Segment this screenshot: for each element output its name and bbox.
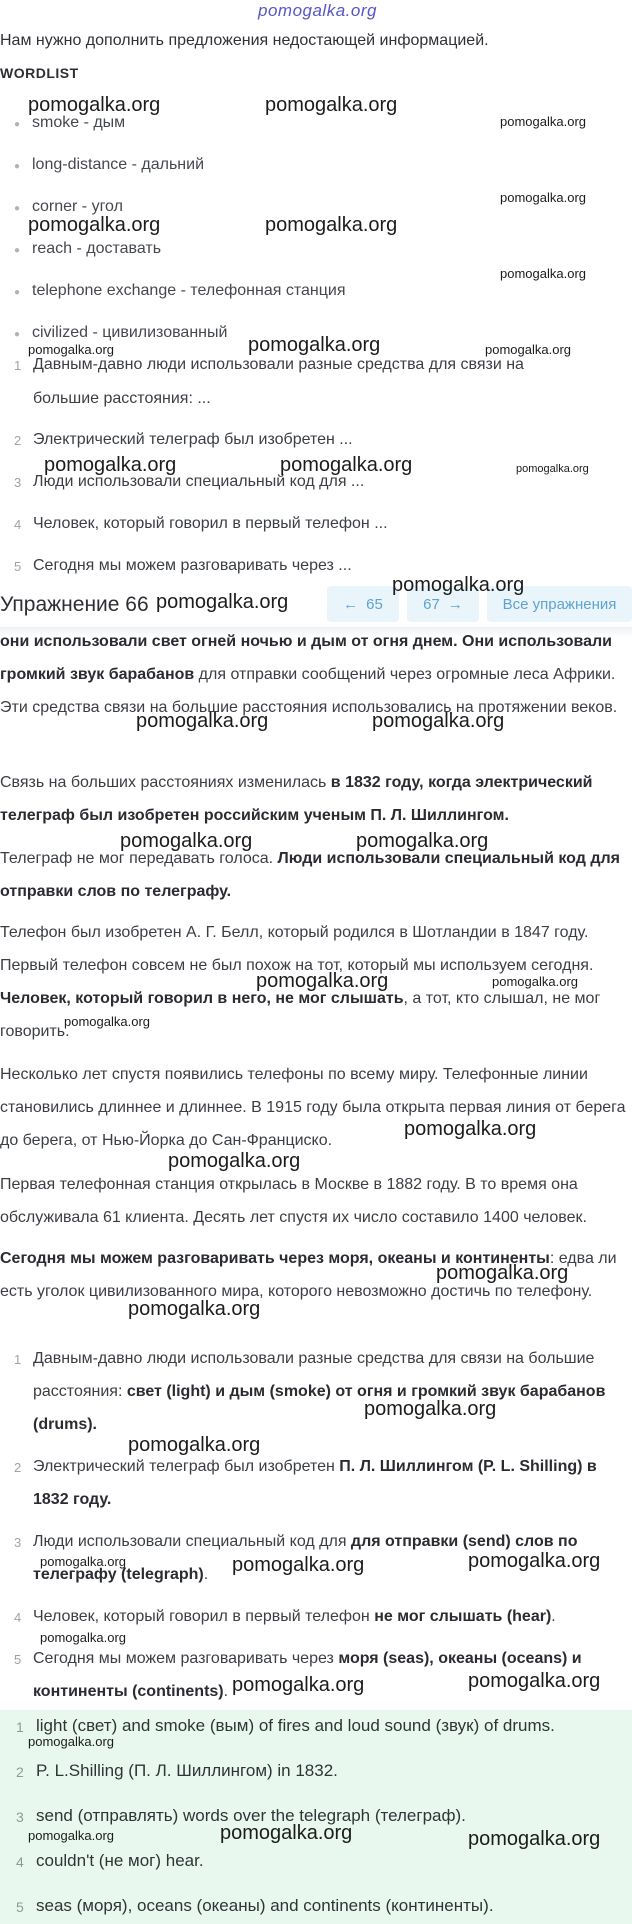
watermark: pomogalka.org: [492, 974, 578, 989]
question-number: 5: [14, 559, 22, 574]
question-text: Сегодня мы можем разговаривать через ...: [33, 557, 352, 574]
arrow-right-icon: →: [447, 595, 463, 613]
bold-fragment: Люди использовали специальный код для отправки слов по телеграфу.: [0, 850, 620, 900]
watermark: pomogalka.org: [40, 1554, 126, 1569]
exercise-title: Упражнение 66: [0, 593, 149, 616]
bullet: ●: [14, 245, 21, 256]
text-fragment: Люди использовали специальный код для: [33, 1533, 351, 1550]
watermark: pomogalka.org: [404, 1118, 537, 1140]
site-logo[interactable]: pomogalka.org: [258, 1, 377, 20]
watermark: pomogalka.org: [28, 214, 161, 236]
next-exercise-label: 67: [423, 595, 440, 613]
bullet: ●: [14, 287, 21, 298]
bold-fragment: моря (seas), океаны (oceans) и континенты (continents): [33, 1650, 582, 1700]
answer-number: 2: [16, 1764, 24, 1780]
answer-item: [33, 1450, 623, 1516]
watermark: pomogalka.org: [128, 1434, 261, 1456]
text-paragraph: [0, 625, 628, 724]
watermark: pomogalka.org: [265, 214, 398, 236]
watermark: pomogalka.org: [468, 1670, 601, 1692]
bold-fragment: Человек, который говорил в него, не мог слышать: [0, 990, 404, 1007]
all-exercises-button[interactable]: Все упражнения: [487, 586, 632, 622]
english-answer: couldn't (не мог) hear.: [36, 1851, 204, 1870]
text-fragment: Человек, который говорил в первый телефон: [33, 1608, 375, 1625]
bold-fragment: П. Л. Шиллингом (P. L. Shilling) в 1832 году.: [33, 1458, 597, 1508]
watermark: pomogalka.org: [356, 830, 489, 852]
wordlist-item: corner - угол: [32, 198, 123, 215]
question-number: 3: [14, 475, 22, 490]
answer-number: 5: [16, 1899, 24, 1915]
text-fragment: Телефон был изобретен А. Г. Белл, который родился в Шотландии в 1847 году. Первый телефон совсем не был похож на тот, который мы используем сегодня.: [0, 924, 594, 974]
watermark: pomogalka.org: [44, 454, 177, 476]
text-fragment: : едва ли есть уголок цивилизованного мира, которого невозможно достичь по телефону.: [0, 1250, 617, 1300]
watermark: pomogalka.org: [232, 1674, 365, 1696]
watermark: pomogalka.org: [485, 342, 571, 357]
watermark: pomogalka.org: [500, 266, 586, 281]
watermark: pomogalka.org: [28, 1828, 114, 1843]
watermark: pomogalka.org: [500, 190, 586, 205]
text-fragment: .: [551, 1608, 556, 1625]
watermark: pomogalka.org: [220, 1822, 353, 1844]
question-text: большие расстояния: ...: [33, 390, 211, 407]
prev-exercise-label: 65: [366, 595, 383, 613]
answer-item: [33, 1600, 623, 1633]
answer-number: 4: [16, 1854, 24, 1870]
english-answer: seas (моря), oceans (океаны) and continents (континенты).: [36, 1896, 494, 1915]
question-text: Электрический телеграф был изобретен ...: [33, 431, 353, 448]
bullet: ●: [14, 329, 21, 340]
answer-number: 3: [16, 1809, 24, 1825]
watermark: pomogalka.org: [392, 574, 525, 596]
watermark: pomogalka.org: [500, 114, 586, 129]
text-fragment: .: [203, 1566, 209, 1583]
question-number: 2: [14, 433, 22, 448]
bold-fragment: Сегодня мы можем разговаривать через моря, океаны и континенты: [0, 1250, 550, 1267]
watermark: pomogalka.org: [128, 1298, 261, 1320]
watermark: pomogalka.org: [64, 1014, 150, 1029]
bold-fragment: для отправки (send) слов по телеграфу (telegraph): [33, 1533, 578, 1583]
text-fragment: Давным-давно люди использовали разные средства для связи на большие расстояния:: [33, 1350, 595, 1400]
text-paragraph: Несколько лет спустя появились телефоны по всему миру. Телефонные линии становились длиннее и длиннее. В 1915 году была открыта первая линия от берега до берега, от Нью-Йорка до Сан-Франциско.: [0, 1066, 626, 1149]
english-answer: send (отправлять) words over the telegraph (телеграф).: [36, 1806, 466, 1825]
watermark: pomogalka.org: [136, 710, 269, 732]
watermark: pomogalka.org: [248, 334, 381, 356]
text-paragraph: [0, 842, 628, 908]
answer-number: 4: [14, 1610, 22, 1625]
watermark: pomogalka.org: [28, 94, 161, 116]
watermark: pomogalka.org: [436, 1262, 569, 1284]
watermark: pomogalka.org: [120, 830, 253, 852]
watermark: pomogalka.org: [40, 1630, 126, 1645]
bold-fragment: они использовали свет огней ночью и дым от огня днем. Они использовали громкий звук барабанов: [0, 633, 613, 683]
bullet: ●: [14, 203, 21, 214]
text-fragment: Телеграф не мог передавать голоса.: [0, 850, 278, 867]
watermark: pomogalka.org: [265, 94, 398, 116]
wordlist-title: WORDLIST: [0, 65, 79, 81]
english-answer: P. L.Shilling (П. Л. Шиллингом) in 1832.: [36, 1761, 338, 1780]
text-fragment: Электрический телеграф был изобретен: [33, 1458, 340, 1475]
text-fragment: .: [223, 1683, 229, 1700]
text-fragment: Связь на больших расстояниях изменилась: [0, 774, 331, 791]
bold-fragment: не мог слышать (hear): [374, 1608, 552, 1625]
question-text: Человек, который говорил в первый телефон ...: [33, 515, 388, 532]
text-fragment: для отправки сообщений через огромные леса Африки. Эти средства связи на большие расстояния использовались на протяжении веков.: [0, 666, 618, 716]
watermark: pomogalka.org: [28, 342, 114, 357]
answer-item: [33, 1342, 623, 1441]
question-number: 4: [14, 517, 22, 532]
wordlist-item: long-distance - дальний: [32, 156, 205, 173]
watermark: pomogalka.org: [468, 1550, 601, 1572]
answer-number: 3: [14, 1535, 22, 1550]
question-text: Люди использовали специальный код для ...: [33, 473, 365, 490]
intro-text: Нам нужно дополнить предложения недостающей информацией.: [0, 32, 489, 49]
text-fragment: , а тот, кто слышал, не мог говорить.: [0, 990, 601, 1040]
watermark: pomogalka.org: [516, 463, 589, 475]
watermark: pomogalka.org: [364, 1398, 497, 1420]
english-answer: light (свет) and smoke (вым) of fires and loud sound (звук) of drums.: [36, 1716, 555, 1735]
wordlist-item: reach - доставать: [32, 240, 162, 257]
bold-fragment: в 1832 году, когда электрический телеграф был изобретен российским ученым П. Л. Шиллингом.: [0, 774, 593, 824]
answer-number: 1: [14, 1352, 22, 1367]
answer-number: 2: [14, 1460, 22, 1475]
watermark: pomogalka.org: [168, 1150, 301, 1172]
watermark: pomogalka.org: [256, 970, 389, 992]
text-paragraph: [0, 766, 628, 832]
question-text: Давным-давно люди использовали разные средства для связи на: [33, 356, 524, 373]
watermark: pomogalka.org: [280, 454, 413, 476]
bullet: ●: [14, 119, 21, 130]
wordlist-item: smoke - дым: [32, 114, 126, 131]
question-number: 1: [14, 358, 22, 373]
text-paragraph: Первая телефонная станция открылась в Москве в 1882 году. В то время она обслуживала 61 клиента. Десять лет спустя их число составило 1400 человек.: [0, 1176, 587, 1226]
watermark: pomogalka.org: [468, 1828, 601, 1850]
wordlist-item: telephone exchange - телефонная станция: [32, 282, 346, 299]
answer-number: 1: [16, 1719, 24, 1735]
text-fragment: Сегодня мы можем разговаривать через: [33, 1650, 339, 1667]
watermark: pomogalka.org: [372, 710, 505, 732]
prev-exercise-button[interactable]: [327, 586, 399, 622]
answer-number: 5: [14, 1652, 22, 1667]
watermark: pomogalka.org: [232, 1554, 365, 1576]
arrow-left-icon: ←: [343, 595, 359, 613]
watermark: pomogalka.org: [28, 1734, 114, 1749]
bullet: ●: [14, 161, 21, 172]
watermark: pomogalka.org: [156, 591, 289, 613]
bold-fragment: свет (light) и дым (smoke) от огня и громкий звук барабанов (drums).: [33, 1383, 606, 1433]
wordlist-item: civilized - цивилизованный: [32, 324, 228, 341]
